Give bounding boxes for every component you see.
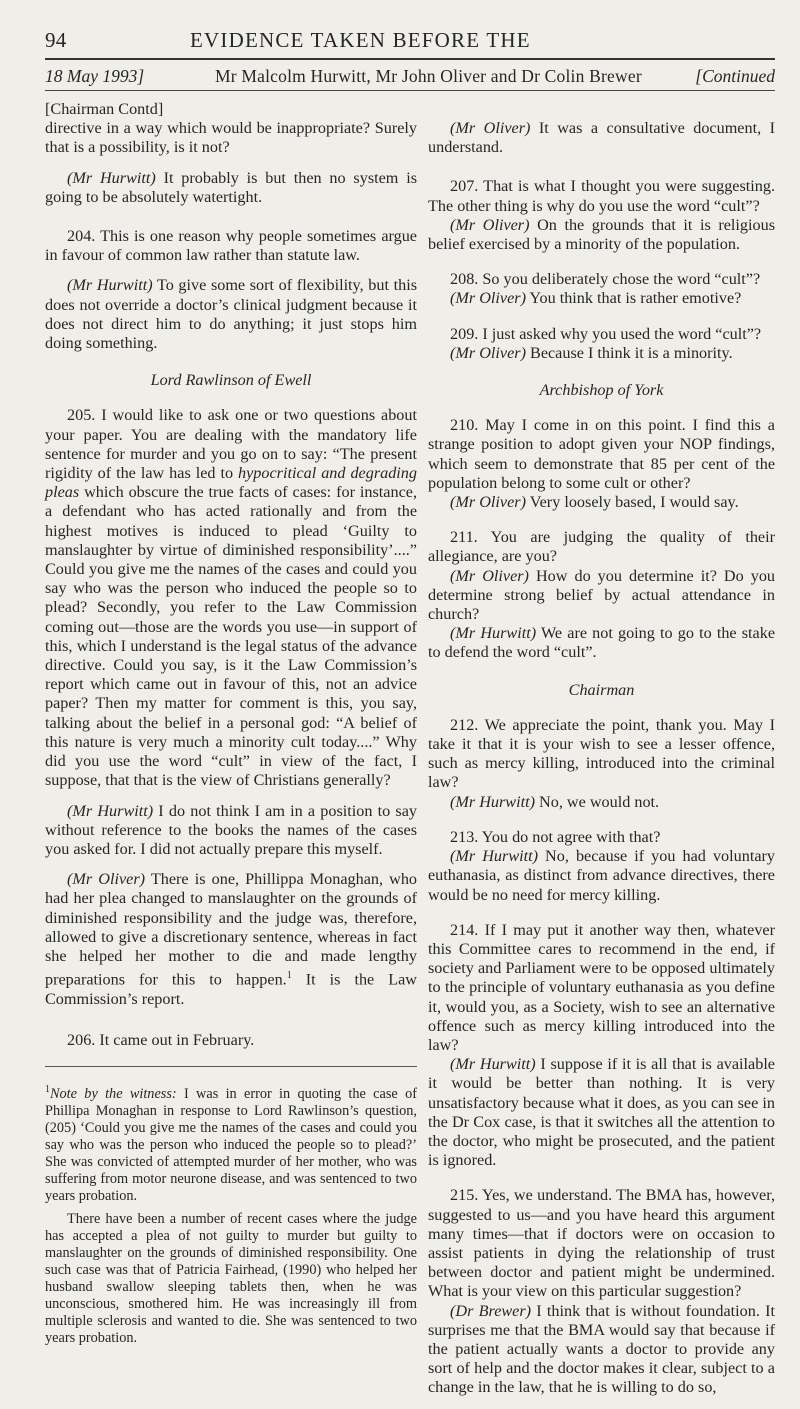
- question-212: 212. We appreciate the point, thank you. May I take it that it is your wish to see a lesser offence, such as mercy killing, introduced into the criminal law?: [428, 715, 775, 792]
- question-209: 209. I just asked why you used the word “cult”?: [450, 324, 762, 343]
- continued-label: [Continued: [695, 66, 775, 86]
- footnote-marker: 1: [286, 970, 292, 982]
- speaker-heading: Chairman: [568, 680, 635, 699]
- question-206: 206. It came out in February.: [67, 1030, 255, 1049]
- running-head: [45, 28, 775, 50]
- question-210: 210. May I come in on this point. I find this a strange position to adopt given your NOP findings, which seem to demonstrate that 85 per cent of the population belong to some cult or other?: [428, 416, 775, 492]
- page-number: 94: [45, 28, 67, 52]
- right-column: [428, 100, 775, 1409]
- subheader-rule: [45, 90, 775, 91]
- answer: (Mr Hurwitt) I do not think I am in a position to say without reference to the books the names of the cases you asked for. I did not actually prepare this myself.: [45, 801, 417, 858]
- question-208: 208. So you deliberately chose the word “cult”?: [450, 270, 761, 289]
- answer: (Mr Oliver) Because I think it is a minority.: [450, 343, 733, 362]
- speaker-label: [Chairman Contd]: [45, 100, 164, 118]
- answer: (Mr Hurwitt) We are not going to go to the stake to defend the word “cult”.: [428, 624, 775, 662]
- question-213: 213. You do not agree with that?: [450, 827, 661, 846]
- answer: (Mr Oliver) It was a consultative document, I understand.: [428, 119, 775, 157]
- question-205: 205. I would like to ask one or two questions about your paper. You are dealing with the mandatory life sentence for murder and you go on to say: “The present rigidity of the law has led to hypocritical and degrading pleas which obscure the true facts of cases: for instance, a defendant who has acted rationally and from the highest motives is induced to plead ‘Guilty to manslaughter by virtue of diminished responsibility’....” Could you give me the names of the cases and could you say who was the person who induced the people so to plead? Secondly, you refer to the Law Commission coming out—those are the words you use—in support of this, which I understand is the legal status of the advance directive. Could you say, is it the Law Commission’s report which came out in favour of this, not an advice paper? Then my matter for comment is this, you say, talking about the belief in a personal god: “A belief of this nature is very much a minority cult today....” Why did you use the word “cult” in view of the fact, I suppose, that that is the view of Christians generally?: [45, 406, 417, 790]
- question-211: 211. You are judging the quality of their allegiance, are you?: [428, 528, 775, 566]
- answer: (Mr Oliver) Very loosely based, I would say.: [450, 493, 739, 512]
- running-title: EVIDENCE TAKEN BEFORE THE: [190, 28, 531, 52]
- session-date: 18 May 1993]: [45, 66, 145, 86]
- answer: (Mr Hurwitt) It probably is but then no system is going to be absolutely watertight.: [45, 168, 418, 206]
- answer: (Mr Oliver) You think that is rather emotive?: [450, 289, 742, 308]
- witness-names: Mr Malcolm Hurwitt, Mr John Oliver and Dr Colin Brewer: [215, 66, 642, 86]
- question-207: 207. That is what I thought you were suggesting. The other thing is why do you use the word “cult”?: [428, 177, 775, 215]
- answer: (Mr Oliver) On the grounds that it is religious belief exercised by a minority of the population.: [428, 215, 775, 254]
- question-215: 215. Yes, we understand. The BMA has, however, suggested to us—and you have heard this argument many times—that if doctors were on occasion to assist patients in dying the relationship of trust between doctor and patient might be undermined. What is your view on this particular suggestion?: [428, 1186, 775, 1301]
- date-line: [45, 66, 775, 90]
- question-214: 214. If I may put it another way then, whatever this Committee cares to recommend in the end, if society and Parliament were to be opposed ultimately to the principle of voluntary euthanasia as you define it, would you, as a Society, wish to see an alternative offence such as mercy killing introduced into the law?: [428, 920, 775, 1054]
- speaker-heading: Archbishop of York: [539, 381, 664, 400]
- footnote: $^1$Note by the witness: I was in error in quoting the case of Phillipa Monaghan in response to Lord Rawlinson’s question, (205) ‘Could you give me the names of the cases and could you say who was the person who induced the people so to plead?’ She was convicted of attempted murder of her mother, who was suffering from motor neurone disease, and was sentenced to two years probation. There have been a number of recent cases where the judge has accepted a plea of not guilty to murder but guilty to manslaughter on the grounds of diminished responsibility. One such case was that of Patricia Fairhead, (1990) who helped her husband swallow sleeping tablets then, when he was unconscious, smothered him. He was increasingly ill from multiple sclerosis and wanted to die. She was sentenced to two years probation.: [45, 1084, 417, 1346]
- header-rule: [45, 58, 775, 60]
- left-column: [45, 100, 417, 1353]
- answer: (Mr Hurwitt) No, we would not.: [450, 792, 660, 811]
- answer: (Mr Hurwitt) I suppose if it is all that is available it would be better than nothing. It is very unsatisfactory because what it does, as you can see in the Dr Cox case, is that it switches all the attention to the doctor, who might be prosecuted, and the patient is ignored.: [428, 1055, 775, 1170]
- paragraph: directive in a way which would be inappropriate? Surely that is a possibility, is it not?: [45, 119, 417, 157]
- answer: (Mr Oliver) There is one, Phillippa Monaghan, who had her plea changed to manslaughter on the grounds of diminished responsibility and the judge was, therefore, allowed to give a discretionary sentence, whereas in fact she helped her mother to die and made lengthy preparations for this to happen.$^1$ It is the Law Commission’s report.: [45, 870, 418, 1008]
- answer: (Mr Oliver) How do you determine it? Do you determine strong belief by actual attendance in church?: [428, 566, 776, 624]
- question-204: 204. This is one reason why people sometimes argue in favour of common law rather than statute law.: [45, 227, 417, 265]
- answer: (Mr Hurwitt) To give some sort of flexibility, but this does not override a doctor’s clinical judgment because it does not direct him to do anything; it just stops him doing something.: [45, 276, 418, 353]
- footnote-rule: [45, 1066, 417, 1067]
- answer: (Dr Brewer) I think that is without foundation. It surprises me that the BMA would say that because if the patient actually wants a doctor to provide any sort of help and the doctor makes it clear, subject to a change in the law, that he is willing to do so,: [428, 1301, 775, 1397]
- speaker-heading: Lord Rawlinson of Ewell: [150, 371, 312, 390]
- answer: (Mr Hurwitt) No, because if you had voluntary euthanasia, as distinct from advance directives, there would be no need for mercy killing.: [428, 847, 775, 904]
